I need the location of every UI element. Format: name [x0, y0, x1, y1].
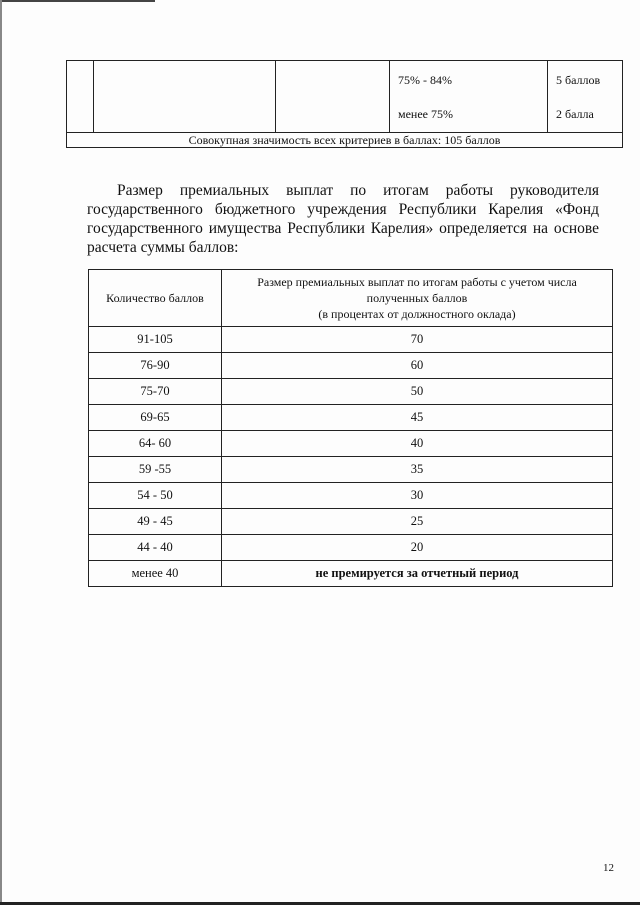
header-percent	[222, 270, 613, 327]
header-percent-line: (в процентах от должностного оклада)	[318, 307, 516, 321]
range-value: 75% - 84%	[398, 73, 452, 87]
points-cell: 54 - 50	[89, 483, 222, 509]
points-cell: 49 - 45	[89, 509, 222, 535]
percent-cell: не премируется за отчетный период	[222, 561, 613, 587]
bonus-table-header	[89, 270, 613, 327]
empty-cell	[67, 61, 94, 133]
percent-cell: 35	[222, 457, 613, 483]
range-cell	[390, 61, 548, 133]
points-cell: менее 40	[89, 561, 222, 587]
points-cell: 69-65	[89, 405, 222, 431]
percent-cell: 25	[222, 509, 613, 535]
table-row	[89, 353, 613, 379]
table-row	[89, 405, 613, 431]
scan-edge-left	[0, 0, 2, 905]
table-row	[89, 561, 613, 587]
table-row	[89, 483, 613, 509]
score-cell	[548, 61, 623, 133]
table-row	[89, 379, 613, 405]
header-percent-line: Размер премиальных выплат по итогам работы с учетом числа	[257, 275, 577, 289]
criteria-table-continuation	[66, 60, 623, 148]
points-cell: 64- 60	[89, 431, 222, 457]
paragraph-line: государственного имущества Республики Карелия» определяется на основе	[87, 220, 599, 237]
table-row	[89, 327, 613, 353]
bonus-paragraph	[87, 181, 599, 257]
table-row	[89, 431, 613, 457]
empty-cell	[276, 61, 390, 133]
bonus-table	[88, 269, 613, 587]
table-row	[89, 457, 613, 483]
total-criteria-score: Совокупная значимость всех критериев в баллах: 105 баллов	[67, 133, 623, 148]
points-cell: 59 -55	[89, 457, 222, 483]
score-value: 5 баллов	[556, 73, 601, 87]
points-cell: 76-90	[89, 353, 222, 379]
paragraph-line: Размер премиальных выплат по итогам работы руководителя	[117, 182, 599, 199]
percent-cell: 60	[222, 353, 613, 379]
criteria-row	[67, 61, 623, 133]
total-row	[67, 133, 623, 148]
header-points: Количество баллов	[89, 270, 222, 327]
header-percent-line: полученных баллов	[366, 291, 468, 305]
percent-cell: 70	[222, 327, 613, 353]
score-value: 2 балла	[556, 107, 594, 121]
paragraph-line: расчета суммы баллов:	[87, 239, 239, 256]
points-cell: 91-105	[89, 327, 222, 353]
paragraph-line: государственного бюджетного учреждения Республики Карелия «Фонд	[87, 201, 599, 218]
points-cell: 44 - 40	[89, 535, 222, 561]
range-value: менее 75%	[398, 107, 453, 121]
percent-cell: 40	[222, 431, 613, 457]
percent-cell: 20	[222, 535, 613, 561]
percent-cell: 30	[222, 483, 613, 509]
table-row	[89, 509, 613, 535]
scan-edge-top	[0, 0, 155, 2]
page-number: 12	[603, 862, 614, 874]
percent-cell: 45	[222, 405, 613, 431]
table-row	[89, 535, 613, 561]
percent-cell: 50	[222, 379, 613, 405]
empty-cell	[94, 61, 276, 133]
points-cell: 75-70	[89, 379, 222, 405]
